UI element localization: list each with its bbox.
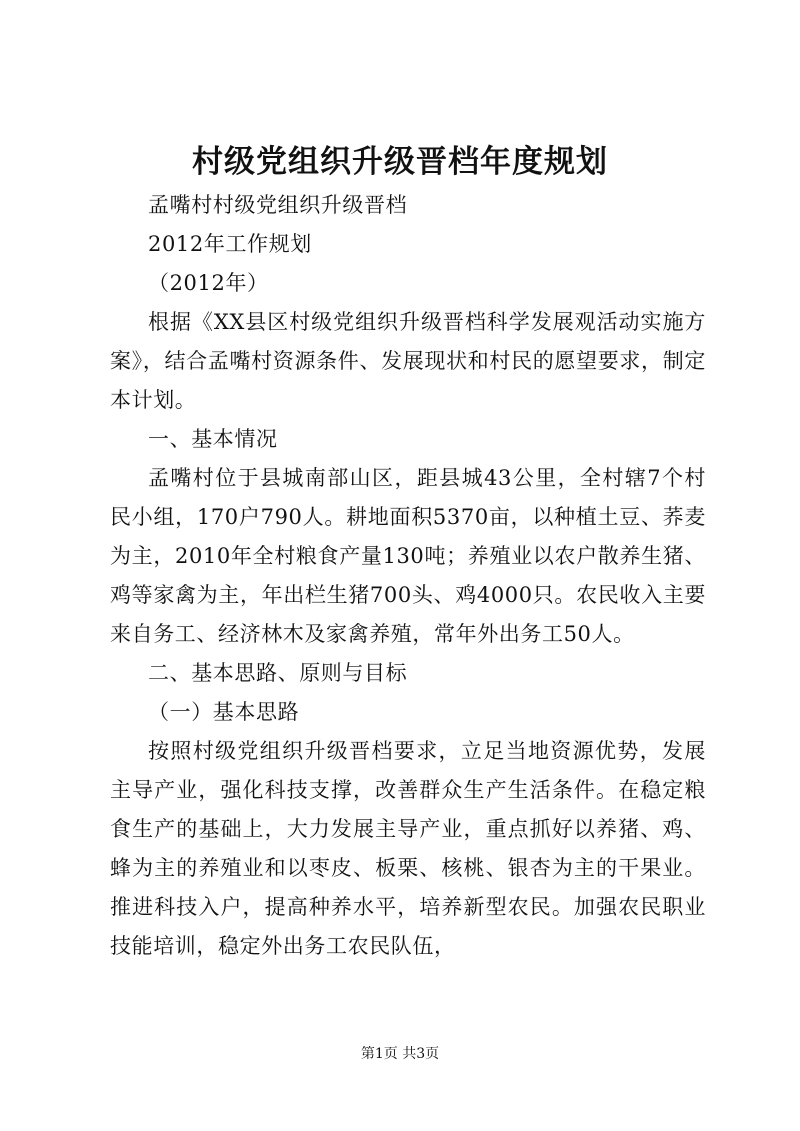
document-body — [110, 186, 706, 966]
paragraph-basic-ideas: 按照村级党组织升级晋档要求，立足当地资源优势，发展主导产业，强化科技支撑，改善群众生产生活条件。在稳定粮食生产的基础上，大力发展主导产业，重点抓好以养猪、鸡、蜂为主的养殖业和以枣皮、板栗、核桃、银杏为主的干果业。推进科技入户，提高种养水平，培养新型农民。加强农民职业技能培训，稳定外出务工农民队伍， — [110, 739, 706, 958]
subsection-heading-basic-ideas: （一）基本思路 — [148, 700, 300, 724]
paragraph-intro: 根据《XX县区村级党组织升级晋档科学发展观活动实施方案》，结合孟嘴村资源条件、发展现状和村民的愿望要求，制定本计划。 — [110, 310, 706, 412]
document-title: 村级党组织升级晋档年度规划 — [192, 144, 608, 180]
paragraph-basic-situation: 孟嘴村位于县城南部山区，距县城43公里，全村辖7个村民小组，170户790人。耕地面积5370亩，以种植土豆、荞麦为主，2010年全村粮食产量130吨；养殖业以农户散养生猪、鸡等家禽为主，年出栏生猪700头、鸡4000只。农民收入主要来自务工、经济林木及家禽养殖，常年外出务工50人。 — [110, 466, 706, 646]
section-heading-basic-situation: 一、基本情况 — [148, 427, 278, 451]
paragraph-plan-title: 2012年工作规划 — [148, 232, 312, 256]
paragraph-year: （2012年） — [148, 271, 269, 295]
paragraph-village-title: 孟嘴村村级党组织升级晋档 — [148, 193, 408, 217]
section-heading-ideas-principles-goals: 二、基本思路、原则与目标 — [148, 661, 408, 685]
page-footer: 第1页 共3页 — [360, 1046, 440, 1062]
